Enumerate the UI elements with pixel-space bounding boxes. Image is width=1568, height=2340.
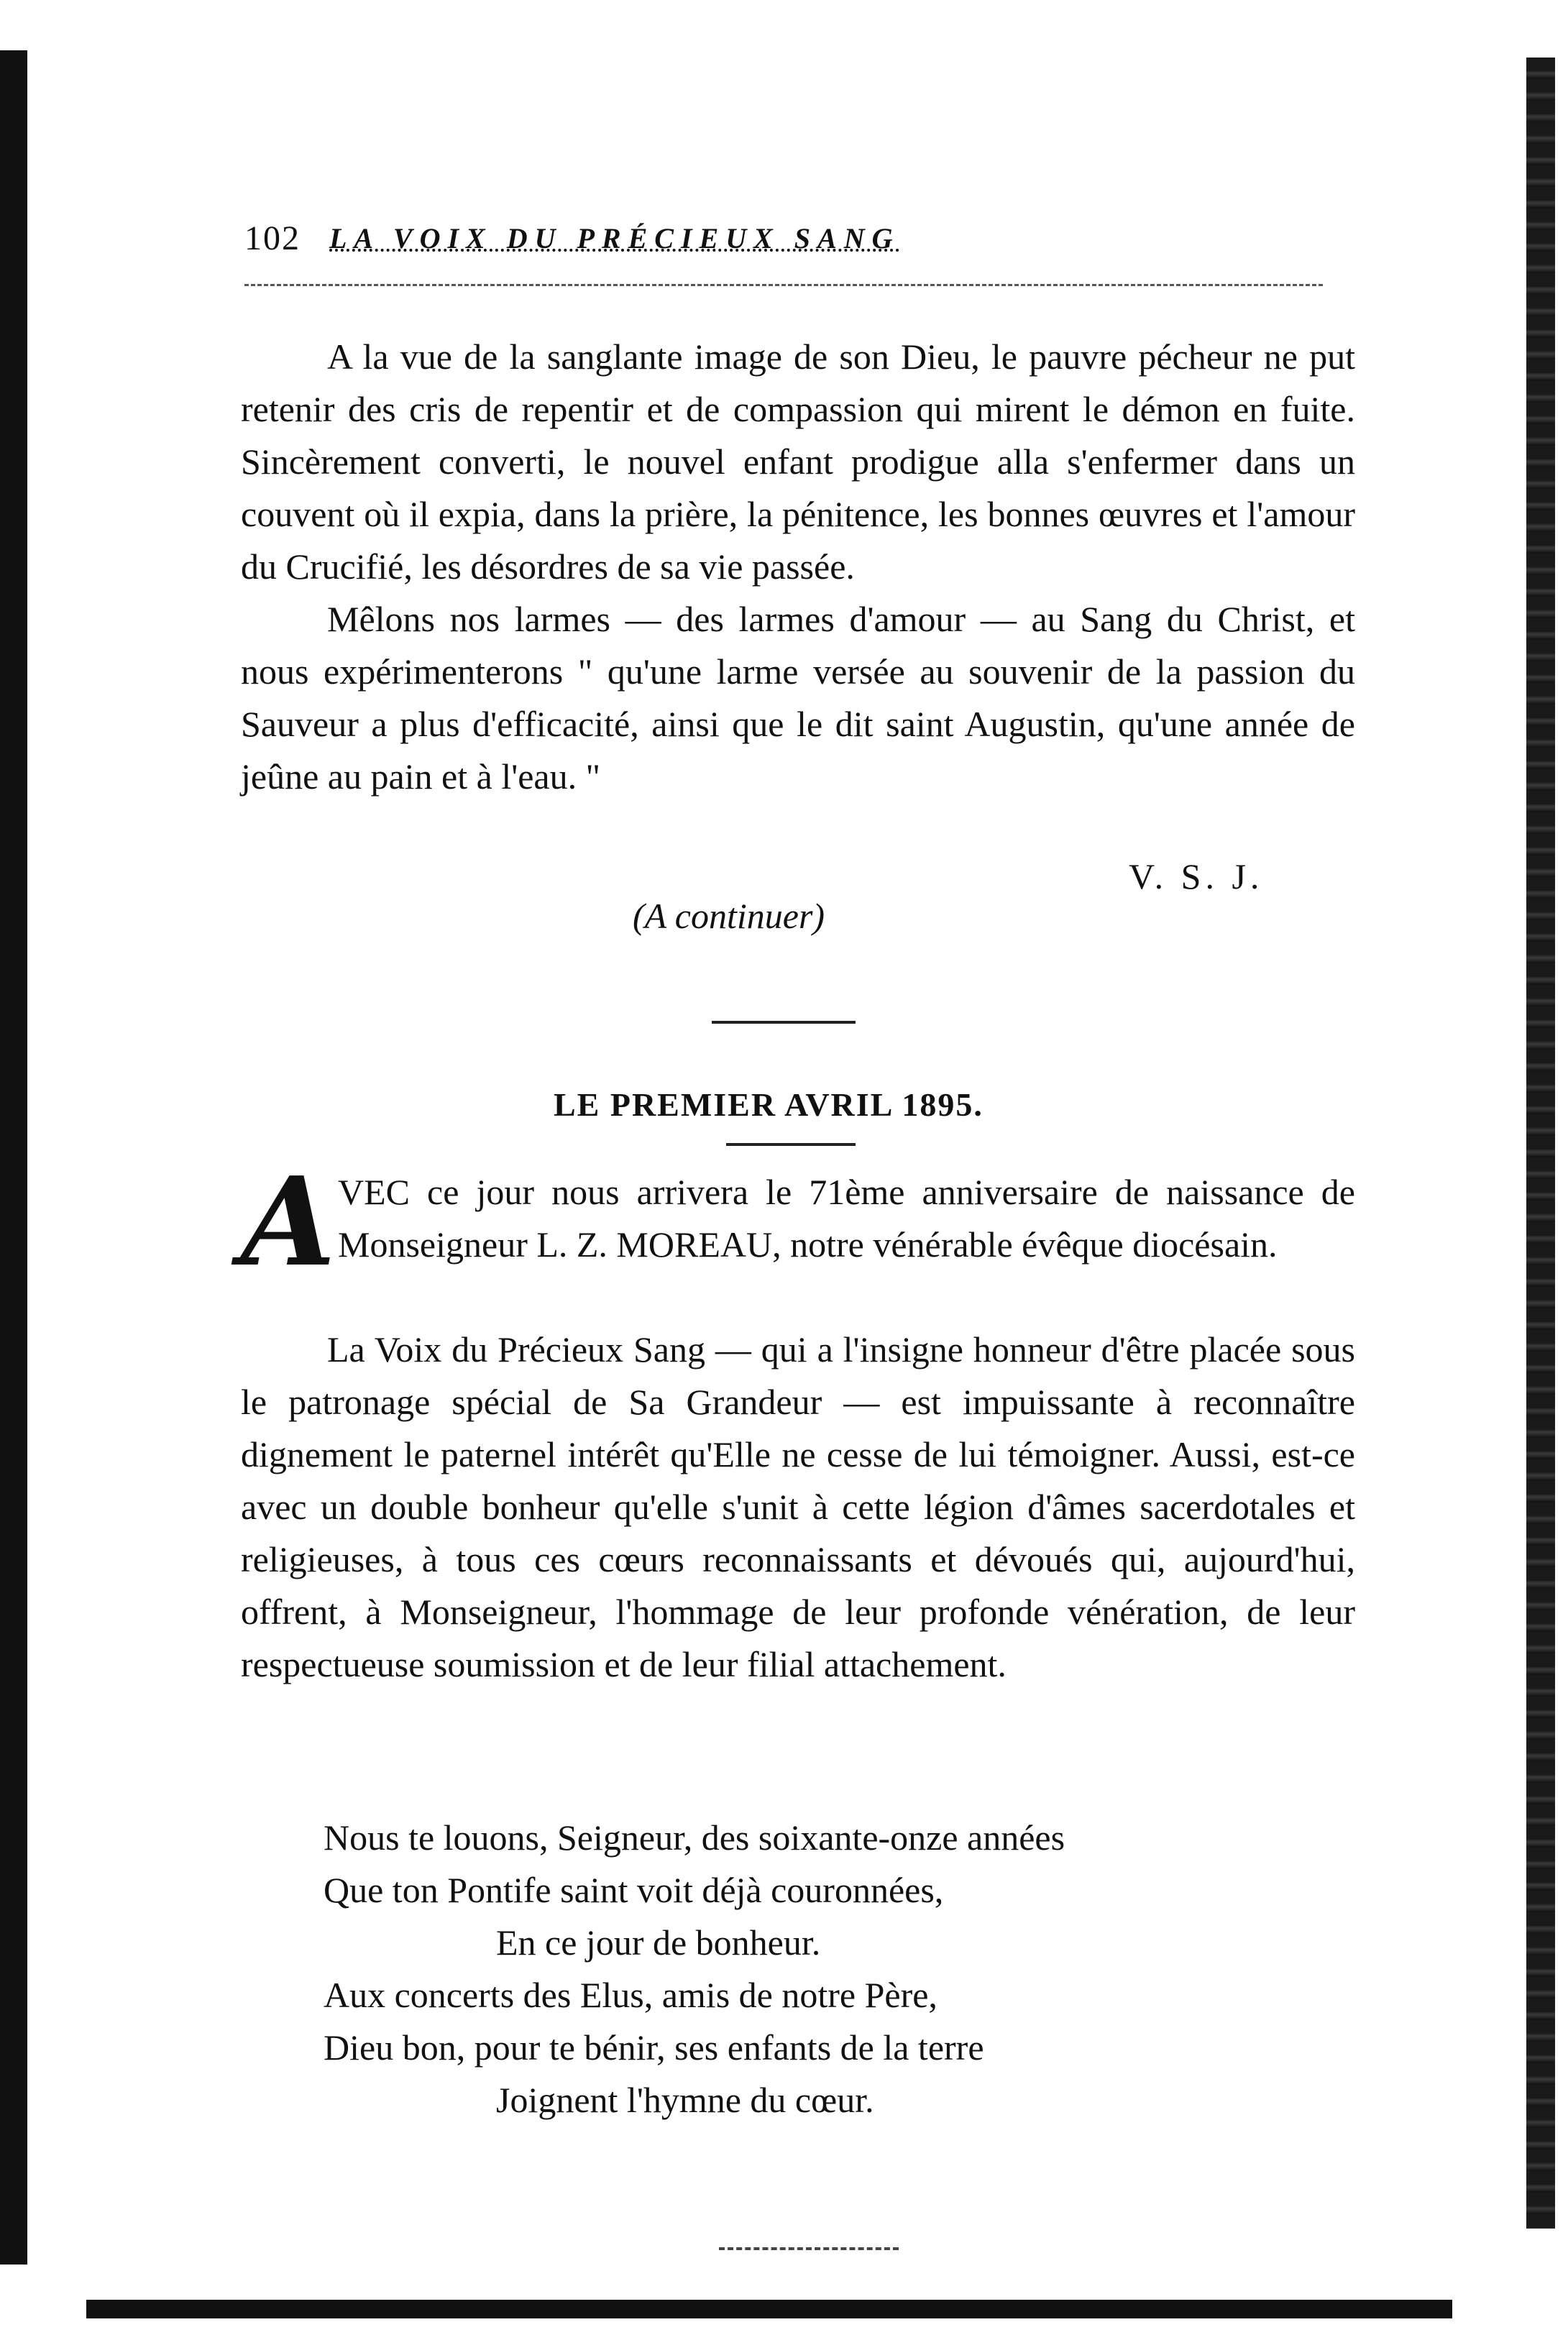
poem-line: Que ton Pontife saint voit déjà couronnées, (324, 1870, 944, 1910)
paragraph: Mêlons nos larmes — des larmes d'amour — au Sang du Christ, et nous expérimenterons " qu'une larme versée au souvenir de la passion du Sauveur a plus d'efficacité, ainsi que le dit saint Augustin, qu'une année de jeûne au pain et à l'eau. " (241, 599, 1355, 797)
poem (324, 1812, 1330, 2126)
author-signature: V. S. J. (1129, 856, 1264, 896)
paragraph: VEC ce jour nous arrivera le 71ème anniversaire de naissance de Monseigneur L. Z. MOREAU, notre vénérable évêque diocésain. (338, 1172, 1355, 1265)
paragraph: A la vue de la sanglante image de son Dieu, le pauvre pécheur ne put retenir des cris de repentir et de compassion qui mirent le démon en fuite. Sincèrement converti, le nouvel enfant prodigue alla s'enfermer dans un couvent où il expia, dans la prière, la pénitence, les bonnes œuvres et l'amour du Crucifié, les désordres de sa vie passée. (241, 336, 1355, 587)
header-rule (244, 284, 1323, 286)
page-number: 102 (244, 219, 301, 257)
scan-border-right (1526, 58, 1555, 2229)
scan-bottom-dash (719, 2247, 899, 2250)
section-body (241, 1323, 1355, 1691)
scan-border-left (0, 50, 27, 2265)
paragraph: La Voix du Précieux Sang — qui a l'insigne honneur d'être placée sous le patronage spécial de Sa Grandeur — est impuissante à reconnaître dignement le paternel intérêt qu'Elle ne cesse de lui témoigner. Aussi, est-ce avec un double bonheur qu'elle s'unit à cette légion d'âmes sacerdotales et religieuses, à tous ces cœurs reconnaissants et dévoués qui, aujourd'hui, offrent, à Monseigneur, l'hommage de leur profonde vénération, de leur respectueuse soumission et de leur filial attachement. (241, 1329, 1355, 1684)
section-opening-paragraph (338, 1166, 1355, 1271)
poem-line: Aux concerts des Elus, amis de notre Père, (324, 1975, 937, 2015)
page-header (244, 213, 1323, 263)
poem-line: En ce jour de bonheur. (496, 1922, 821, 1963)
poem-line: Joignent l'hymne du cœur. (496, 2080, 874, 2120)
title-underline (726, 1143, 856, 1146)
poem-line: Nous te louons, Seigneur, des soixante-onze années (324, 1817, 1065, 1858)
drop-cap-letter: A (241, 1150, 336, 1294)
running-title: LA VOIX DU PRÉCIEUX SANG (329, 221, 900, 254)
continued-note: (A continuer) (633, 896, 825, 936)
scan-border-bottom (86, 2300, 1452, 2318)
section-separator (712, 1021, 856, 1024)
section-title: LE PREMIER AVRIL 1895. (554, 1086, 984, 1123)
article-continuation (241, 331, 1355, 803)
poem-line: Dieu bon, pour te bénir, ses enfants de la terre (324, 2027, 984, 2068)
